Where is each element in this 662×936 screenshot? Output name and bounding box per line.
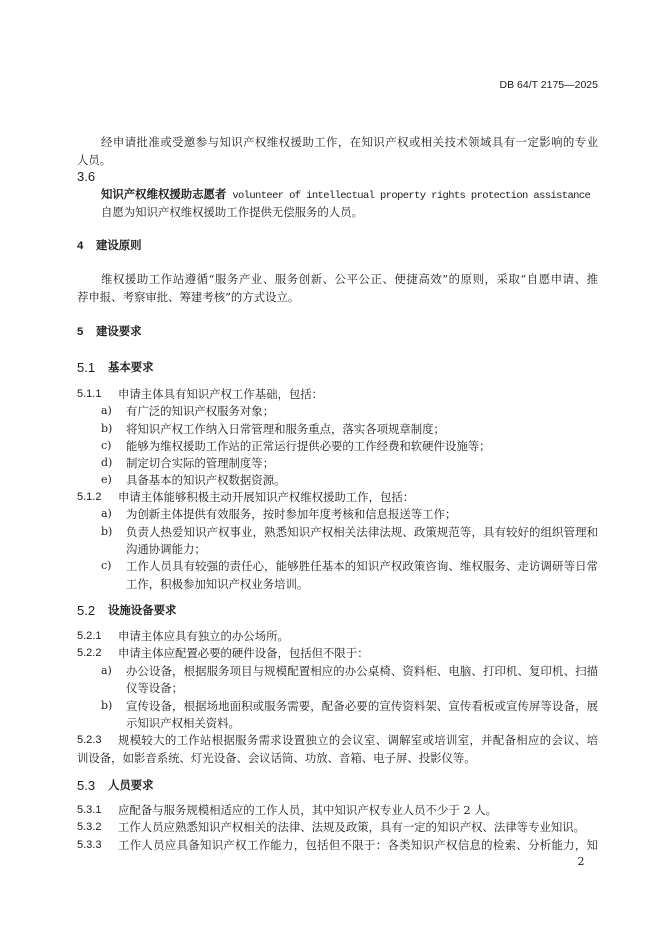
clause-number: 5.3.1 — [77, 804, 102, 816]
list-marker: a) — [101, 664, 112, 677]
list-item — [101, 471, 598, 489]
list-item — [101, 523, 598, 541]
clause-text: 规模较大的工作站根据服务需求设置独立的会议室、调解室或培训室，并配备相应的会议、培 — [118, 733, 598, 747]
clause-5-2-3 — [77, 731, 598, 749]
list-marker: c) — [101, 559, 112, 572]
clause-text: 申请主体能够积极主动开展知识产权维权援助工作，包括： — [118, 490, 415, 504]
standard-code: DB 64/T 2175—2025 — [499, 79, 598, 91]
clause-text: 工作人员应具备知识产权工作能力，包括但不限于：各类知识产权信息的检索、分析能力，知 — [118, 838, 598, 852]
list-text: 办公设备，根据服务项目与规模配置相应的办公桌椅、资料柜、电脑、打印机、复印机、扫描 — [126, 664, 598, 678]
clause-title: 建设要求 — [96, 326, 142, 338]
list-marker: e) — [101, 473, 112, 486]
list-text-continuation: 沟通协调能力； — [126, 542, 206, 556]
list-item — [101, 697, 598, 715]
term-definition: 自愿为知识产权维权援助工作提供无偿服务的人员。 — [101, 205, 363, 219]
list-item — [101, 402, 598, 420]
clause-number: 5 — [77, 326, 84, 338]
list-text-continuation: 示知识产权相关资料。 — [126, 716, 240, 730]
clause-number: 5.2.2 — [77, 647, 102, 659]
list-text: 能够为维权援助工作站的正常运行提供必要的工作经费和软硬件设施等； — [126, 439, 491, 453]
clause-5-3-2 — [77, 818, 598, 836]
subclause-number: 5.2 — [77, 603, 96, 618]
list-item — [101, 557, 598, 575]
clause-heading — [77, 237, 277, 255]
clause-text: 申请主体应具有独立的办公场所。 — [118, 629, 289, 643]
clause-text: 应配备与服务规模相适应的工作人员，其中知识产权专业人员不少于 2 人。 — [118, 803, 497, 817]
list-item — [101, 662, 598, 680]
clause-number: 4 — [77, 240, 84, 252]
clause-number: 5.1.1 — [77, 388, 102, 400]
clause-5-1-2 — [77, 488, 598, 506]
clause-title: 建设原则 — [96, 240, 142, 252]
term-number: 3.6 — [77, 169, 96, 184]
subclause-title: 人员要求 — [108, 780, 154, 792]
clause-number: 5.2.1 — [77, 630, 102, 642]
subclause-number: 5.3 — [77, 778, 96, 793]
list-marker: b) — [101, 422, 113, 435]
list-text: 有广泛的知识产权服务对象； — [126, 404, 275, 418]
clause-text: 申请主体应配置必要的硬件设备，包括但不限于： — [118, 646, 369, 660]
subclause-heading — [77, 777, 277, 795]
list-text-continuation: 工作，积极参加知识产权业务培训。 — [126, 577, 309, 591]
list-marker: a) — [101, 404, 112, 417]
list-text: 宣传设备，根据场地面积或服务需要，配备必要的宣传资料架、宣传看板或宣传屏等设备，展 — [126, 699, 598, 713]
list-item — [101, 437, 598, 455]
clause-number: 5.3.2 — [77, 821, 102, 833]
list-item — [101, 420, 598, 438]
clause-text-continuation: 训设备，如影音系统、灯光设备、会议话筒、功放、音箱、电子屏、投影仪等。 — [77, 751, 476, 765]
clause-5-3-3 — [77, 836, 598, 854]
subclause-heading — [77, 359, 277, 377]
paragraph-line: 荐申报、考察审批、筹建考核”的方式设立。 — [77, 290, 300, 304]
page-number: 2 — [577, 855, 585, 868]
list-marker: b) — [101, 525, 113, 538]
list-text: 工作人员具有较强的责任心，能够胜任基本的知识产权政策咨询、维权服务、走访调研等日常 — [126, 559, 598, 573]
subclause-title: 基本要求 — [108, 362, 154, 374]
list-text: 将知识产权工作纳入日常管理和服务重点，落实各项规章制度； — [126, 422, 445, 436]
list-text: 负责人热爱知识产权事业，熟悉知识产权相关法律法规、政策规范等，具有较好的组织管理和 — [126, 525, 598, 539]
list-item — [101, 454, 598, 472]
list-marker: a) — [101, 507, 112, 520]
list-marker: d) — [101, 456, 113, 469]
subclause-title: 设施设备要求 — [108, 605, 177, 617]
list-item — [101, 505, 598, 523]
list-text: 具备基本的知识产权数据资源。 — [126, 473, 286, 487]
clause-5-3-1 — [77, 801, 598, 819]
clause-heading — [77, 323, 277, 341]
clause-5-2-1 — [77, 627, 598, 645]
subclause-number: 5.1 — [77, 360, 96, 375]
subclause-heading — [77, 602, 297, 620]
term-entry — [101, 185, 598, 203]
clause-number: 5.3.3 — [77, 839, 102, 851]
paragraph-line: 维权援助工作站遵循“服务产业、服务创新、公平公正、便捷高效”的原则，采取“自愿申请、推 — [101, 272, 598, 286]
list-text: 为创新主体提供有效服务，按时参加年度考核和信息报送等工作； — [126, 507, 457, 521]
clause-number: 5.1.2 — [77, 491, 102, 503]
list-marker: c) — [101, 439, 112, 452]
list-marker: b) — [101, 699, 113, 712]
list-text: 制定切合实际的管理制度等； — [126, 456, 275, 470]
clause-number: 5.2.3 — [77, 734, 102, 746]
definition-line: 经申请批准或受邀参与知识产权维权援助工作，在知识产权或相关技术领域具有一定影响的专业 — [101, 135, 598, 149]
term-chinese: 知识产权维权援助志愿者 — [101, 189, 227, 201]
term-english: volunteer of intellectual property rights protection assistance — [232, 190, 591, 202]
clause-5-1-1 — [77, 385, 598, 403]
clause-text: 工作人员应熟悉知识产权相关的法律、法规及政策，具有一定的知识产权、法律等专业知识。 — [118, 820, 586, 834]
list-text-continuation: 仪等设备； — [126, 681, 183, 695]
clause-text: 申请主体具有知识产权工作基础，包括： — [118, 387, 324, 401]
clause-5-2-2 — [77, 644, 598, 662]
definition-line: 人员。 — [77, 153, 112, 167]
